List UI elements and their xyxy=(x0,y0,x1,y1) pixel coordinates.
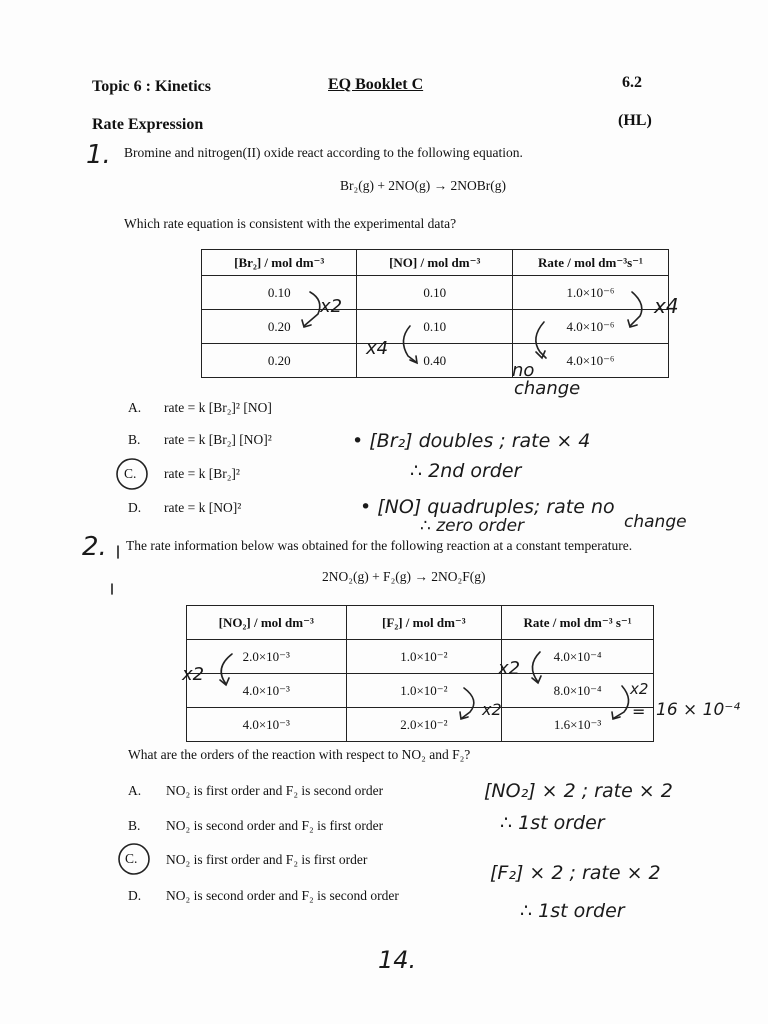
hw-q1-note4: ∴ zero order xyxy=(420,516,525,536)
table-cell: 2.0×10⁻² xyxy=(346,708,502,742)
q2-header-no2: [NO₂] / mol dm⁻³ xyxy=(187,606,347,640)
table-cell: 4.0×10⁻⁶ xyxy=(512,344,668,378)
hw-q2-note2: ∴ 1st order xyxy=(500,812,605,834)
table-cell: 1.0×10⁻² xyxy=(346,640,502,674)
q2-number: 2. xyxy=(82,532,107,562)
hw-q1-note1: • [Br₂] doubles ; rate × 4 xyxy=(352,430,591,452)
q1-option-d-text: rate = k [NO]² xyxy=(164,500,242,515)
booklet-title: EQ Booklet C xyxy=(328,76,424,93)
section-number: 6.2 xyxy=(622,74,642,91)
q2-option-d-letter: D. xyxy=(128,888,142,903)
q1-prompt: Bromine and nitrogen(II) oxide react according to the following equation. xyxy=(124,145,523,160)
q2-option-c-letter: C. xyxy=(125,851,138,866)
q1-option-b-letter: B. xyxy=(128,432,141,447)
hw-q2-note4: ∴ 1st order xyxy=(520,900,625,922)
q1-option-c-text: rate = k [Br₂]² xyxy=(164,466,240,481)
hw-q1-note3: • [NO] quadruples; rate no xyxy=(360,496,615,518)
bracket-q1-no xyxy=(403,326,416,362)
q1-number: 1. xyxy=(86,140,111,170)
table-cell: 4.0×10⁻³ xyxy=(187,708,347,742)
q1-option-d-letter: D. xyxy=(128,500,142,515)
q1-option-a-letter: A. xyxy=(128,400,142,415)
hw-q2-x2-f2: x2 xyxy=(482,700,502,719)
table-cell: 4.0×10⁻⁶ xyxy=(512,310,668,344)
table-cell: 1.0×10⁻⁶ xyxy=(512,276,668,310)
bracket-q1-rate xyxy=(630,292,642,326)
q2-data-table xyxy=(186,605,654,742)
q2-option-b-text: NO₂ is second order and F₂ is first order xyxy=(166,818,384,833)
q2-equation: 2NO₂(g) + F₂(g) → 2NO₂F(g) xyxy=(322,569,486,584)
hw-q2-equals: = xyxy=(632,702,646,721)
hw-q1-note5: change xyxy=(624,512,687,532)
hw-q1-x4-rate: x4 xyxy=(654,294,679,318)
hw-q2-note3: [F₂] × 2 ; rate × 2 xyxy=(490,862,661,884)
q2-option-a-text: NO₂ is first order and F₂ is second order xyxy=(166,783,384,798)
q2-option-c-text: NO₂ is first order and F₂ is first order xyxy=(166,852,368,867)
page-number: 14. xyxy=(378,946,417,974)
topic-title: Topic 6 : Kinetics xyxy=(92,78,211,95)
hw-q1-no: no xyxy=(512,360,535,381)
q1-header-rate: Rate / mol dm⁻³s⁻¹ xyxy=(512,250,668,276)
q1-option-c-letter: C. xyxy=(124,466,137,481)
table-cell: 4.0×10⁻⁴ xyxy=(502,640,654,674)
bracket-q1-br2 xyxy=(304,292,320,326)
q2-option-d-text: NO₂ is second order and F₂ is second order xyxy=(166,888,399,903)
q1-equation: Br₂(g) + 2NO(g) → 2NOBr(g) xyxy=(340,178,507,193)
q1-question: Which rate equation is consistent with the experimental data? xyxy=(124,216,457,231)
hw-q2-x2-no2: x2 xyxy=(182,664,205,685)
section-subtitle: Rate Expression xyxy=(92,116,204,133)
hw-q1-change: change xyxy=(514,378,581,399)
table-cell: 0.10 xyxy=(357,276,512,310)
table-cell: 1.0×10⁻² xyxy=(346,674,502,708)
q1-option-a-text: rate = k [Br₂]² [NO] xyxy=(164,400,272,415)
table-cell: 8.0×10⁻⁴ xyxy=(502,674,654,708)
q2-prompt: The rate information below was obtained for the following reaction at a constant temperature. xyxy=(126,538,633,553)
table-cell: 2.0×10⁻³ xyxy=(187,640,347,674)
hw-q1-note2: ∴ 2nd order xyxy=(410,460,522,482)
table-cell: 0.10 xyxy=(202,276,357,310)
table-cell: 0.20 xyxy=(202,344,357,378)
table-cell: 1.6×10⁻³ xyxy=(502,708,654,742)
table-cell: 0.10 xyxy=(357,310,512,344)
q1-option-b-text: rate = k [Br₂] [NO]² xyxy=(164,432,272,447)
hw-q2-sixteen: 16 × 10⁻⁴ xyxy=(656,700,741,720)
q2-option-a-letter: A. xyxy=(128,783,142,798)
level-label: (HL) xyxy=(618,112,652,129)
hw-q1-x4-no: x4 xyxy=(366,338,389,359)
hw-q2-x2-rate: x2 xyxy=(498,658,521,679)
table-cell: 0.20 xyxy=(202,310,357,344)
table-row xyxy=(187,674,654,708)
table-cell: 4.0×10⁻³ xyxy=(187,674,347,708)
table-cell: 0.40 xyxy=(357,344,512,378)
table-row xyxy=(187,640,654,674)
q2-question: What are the orders of the reaction with respect to NO₂ and F₂? xyxy=(128,747,471,762)
q1-header-br2: [Br₂] / mol dm⁻³ xyxy=(202,250,357,276)
table-row xyxy=(187,708,654,742)
q2-header-f2: [F₂] / mol dm⁻³ xyxy=(346,606,502,640)
q1-header-no: [NO] / mol dm⁻³ xyxy=(357,250,512,276)
hw-q2-note1: [NO₂] × 2 ; rate × 2 xyxy=(484,780,673,802)
q2-option-b-letter: B. xyxy=(128,818,141,833)
hw-q1-x2: x2 xyxy=(320,296,343,317)
q2-header-rate: Rate / mol dm⁻³ s⁻¹ xyxy=(502,606,654,640)
hw-q2-x2-rate2: x2 xyxy=(630,680,649,698)
